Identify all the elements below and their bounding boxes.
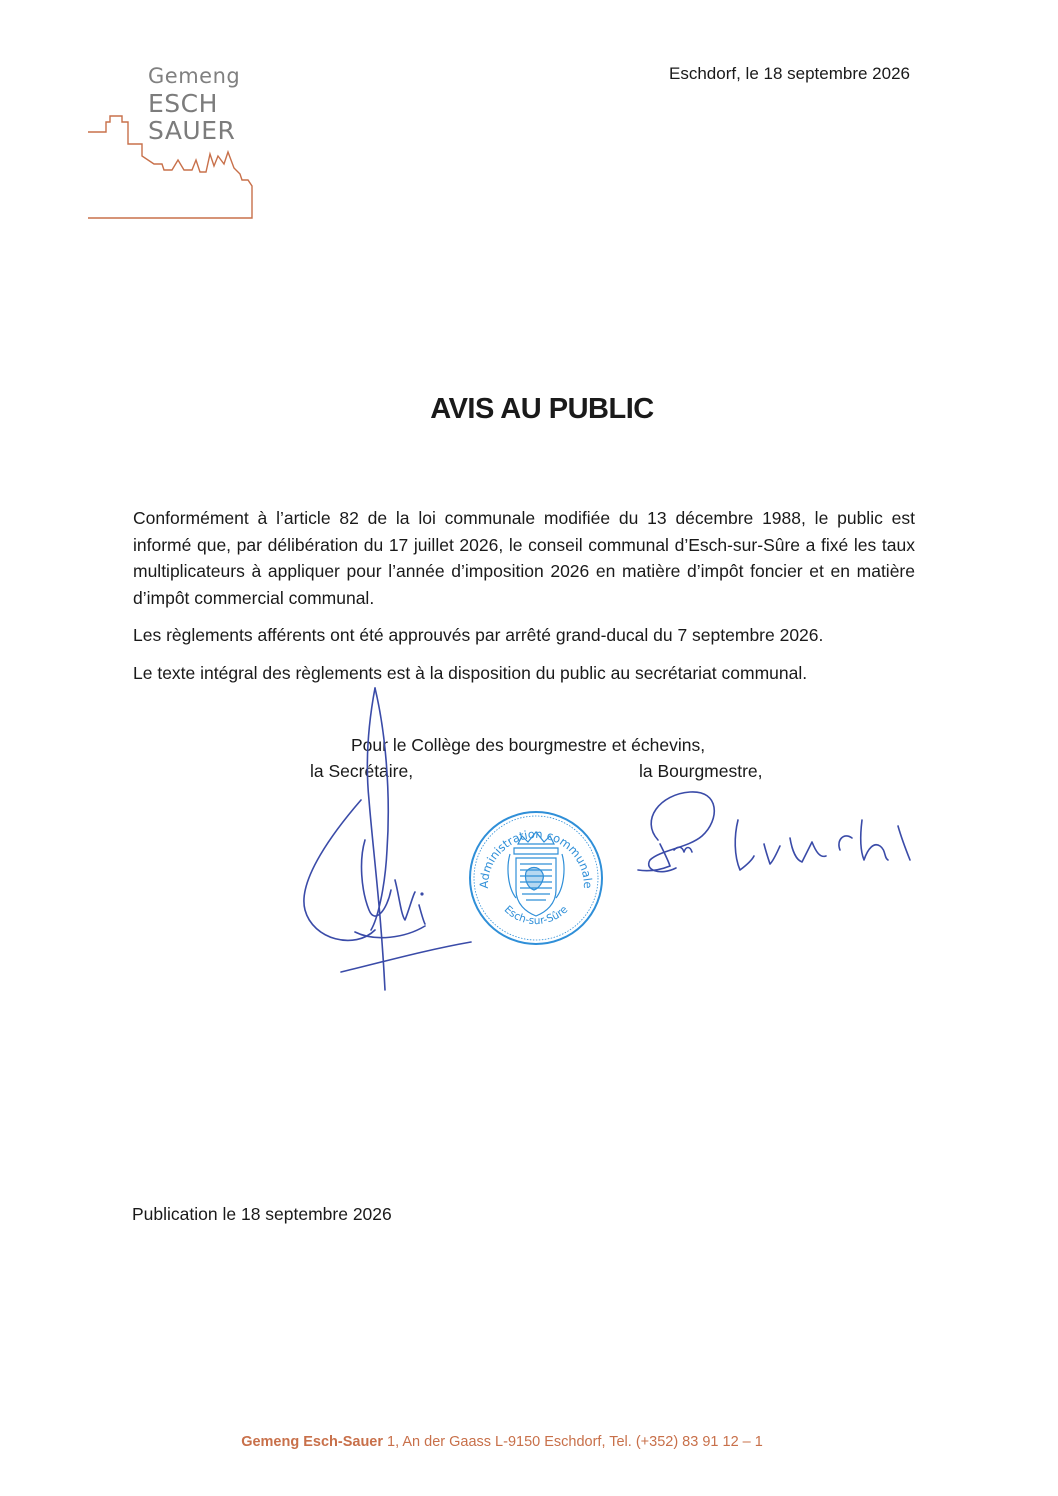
body-paragraph-1: Conformément à l’article 82 de la loi communale modifiée du 13 décembre 1988, le public est informé que, par délibération du 17 juillet 2026, le conseil communal d’Esch-sur-Sûre a fixé les taux multiplicateurs à appliquer pour l’année d’imposition 2026 en matière d’impôt foncier et en matière d’impôt commercial communal.	[133, 508, 915, 608]
publication-date: Publication le 18 septembre 2026	[132, 1204, 392, 1224]
body-paragraph-3: Le texte intégral des règlements est à la disposition du public au secrétariat communal.	[133, 662, 808, 683]
logo-line-sauer: SAUER	[148, 116, 236, 145]
page-footer	[0, 1434, 1004, 1450]
bourgmestre-label: la Bourgmestre,	[639, 761, 763, 781]
logo-line-esch: ESCH	[148, 89, 218, 118]
secretaire-signature	[295, 680, 485, 1000]
logo-line-gemeng: Gemeng	[148, 64, 241, 88]
commune-logo	[84, 60, 274, 230]
secretaire-label: la Secrétaire,	[310, 761, 414, 781]
footer-org-name: Gemeng Esch-Sauer	[241, 1434, 384, 1450]
stamp-bottom-text: Esch-sur-Sûre	[501, 903, 571, 928]
document-body	[133, 505, 915, 697]
body-paragraph-2: Les règlements afférents ont été approuvés par arrêté grand-ducal du 7 septembre 2026.	[133, 625, 824, 645]
bourgmestre-signature	[630, 780, 920, 890]
signature-heading: Pour le Collège des bourgmestre et échevins,	[351, 735, 706, 755]
document-date: Eschdorf, le 18 septembre 2026	[669, 64, 910, 83]
footer-address: 1, An der Gaass L-9150 Eschdorf, Tel. (+352) 83 91 12 – 1	[383, 1434, 763, 1450]
stamp-top-text: Administration communale	[476, 826, 596, 889]
official-stamp	[466, 808, 606, 948]
document-title: AVIS AU PUBLIC	[430, 393, 654, 425]
